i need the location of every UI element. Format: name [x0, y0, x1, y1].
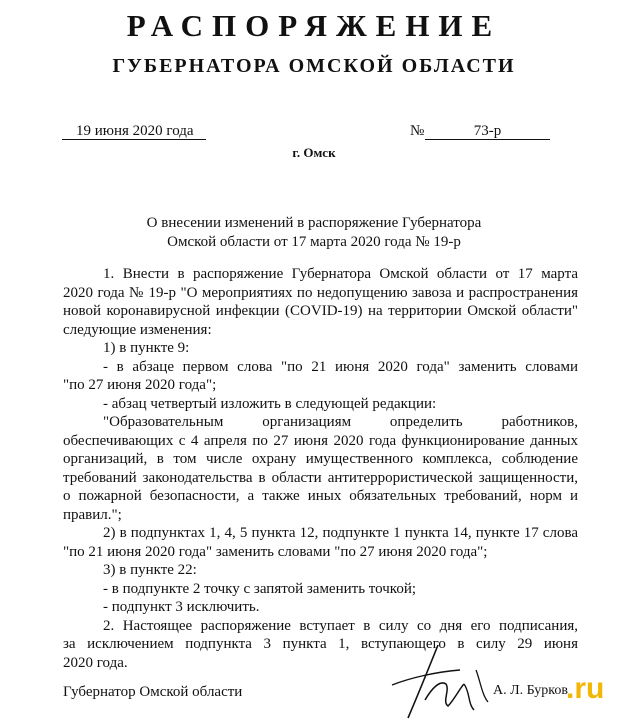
paragraph-5-line-5: о пожарной безопасности, а также иных обязательных требований, норм и — [63, 488, 578, 504]
document-subtitle: ГУБЕРНАТОРА ОМСКОЙ ОБЛАСТИ — [112, 55, 516, 77]
handwritten-signature — [390, 640, 510, 721]
paragraph-2: 1) в пункте 9: — [103, 340, 190, 356]
document-number: 73-р — [425, 123, 550, 140]
paragraph-8: - в подпункте 2 точку с запятой заменить точкой; — [103, 580, 417, 597]
paragraph-5-line-6: правил."; — [63, 506, 122, 523]
paragraph-5-line-3: организаций, в том числе охрану имущественного комплекса, соблюдение — [63, 451, 578, 467]
governor-position: Губернатор Омской области — [63, 684, 243, 700]
number-sign: № — [410, 123, 425, 139]
document-date: 19 июня 2020 года — [62, 123, 206, 140]
paragraph-10-line-2: за исключением подпункта 3 пункта 1, вступающего в силу 29 июня — [63, 636, 578, 652]
paragraph-6-line-1: 2) в подпунктах 1, 4, 5 пункта 12, подпункте 1 пункта 14, пункте 17 слова — [103, 525, 578, 541]
paragraph-9: - подпункт 3 исключить. — [103, 599, 260, 615]
paragraph-10-line-3: 2020 года. — [63, 654, 128, 671]
paragraph-6-line-2: "по 21 июня 2020 года" заменить словами "по 27 июня 2020 года"; — [63, 543, 488, 560]
document-city: г. Омск — [292, 145, 336, 160]
paragraph-5-line-1: "Образовательным организациям определить работников, — [103, 414, 578, 430]
subject-line-2: Омской области от 17 марта 2020 года № 19-р — [167, 234, 461, 250]
paragraph-5-line-4: требований законодательства в области антитеррористической защищенности, — [63, 469, 578, 486]
subject-line-1: О внесении изменений в распоряжение Губернатора — [146, 215, 482, 231]
paragraph-1-line-3: новой коронавирусной инфекции (COVID-19) на территории Омской области" — [63, 303, 578, 319]
paragraph-1-line-2: 2020 года № 19-р "О мероприятиях по недопущению завоза и распространения — [63, 284, 578, 301]
document-title: РАСПОРЯЖЕНИЕ — [126, 8, 502, 43]
signer-name: А. Л. Бурков — [493, 683, 568, 698]
paragraph-1-line-4: следующие изменения: — [63, 321, 212, 338]
paragraph-7: 3) в пункте 22: — [103, 562, 197, 578]
paragraph-10-line-1: 2. Настоящее распоряжение вступает в силу со дня его подписания, — [103, 617, 578, 634]
paragraph-1-line-1: 1. Внести в распоряжение Губернатора Омской области от 17 марта — [103, 266, 578, 282]
paragraph-5-line-2: обеспечивающих с 4 апреля по 27 июня 2020 года функционирование данных — [63, 432, 578, 449]
paragraph-3-line-1: - в абзаце первом слова "по 21 июня 2020 года" заменить словами — [103, 358, 578, 375]
watermark-logo: .ru — [566, 672, 605, 705]
paragraph-4: - абзац четвертый изложить в следующей редакции: — [103, 395, 437, 412]
paragraph-3-line-2: "по 27 июня 2020 года"; — [63, 377, 217, 393]
document-body — [63, 265, 578, 672]
